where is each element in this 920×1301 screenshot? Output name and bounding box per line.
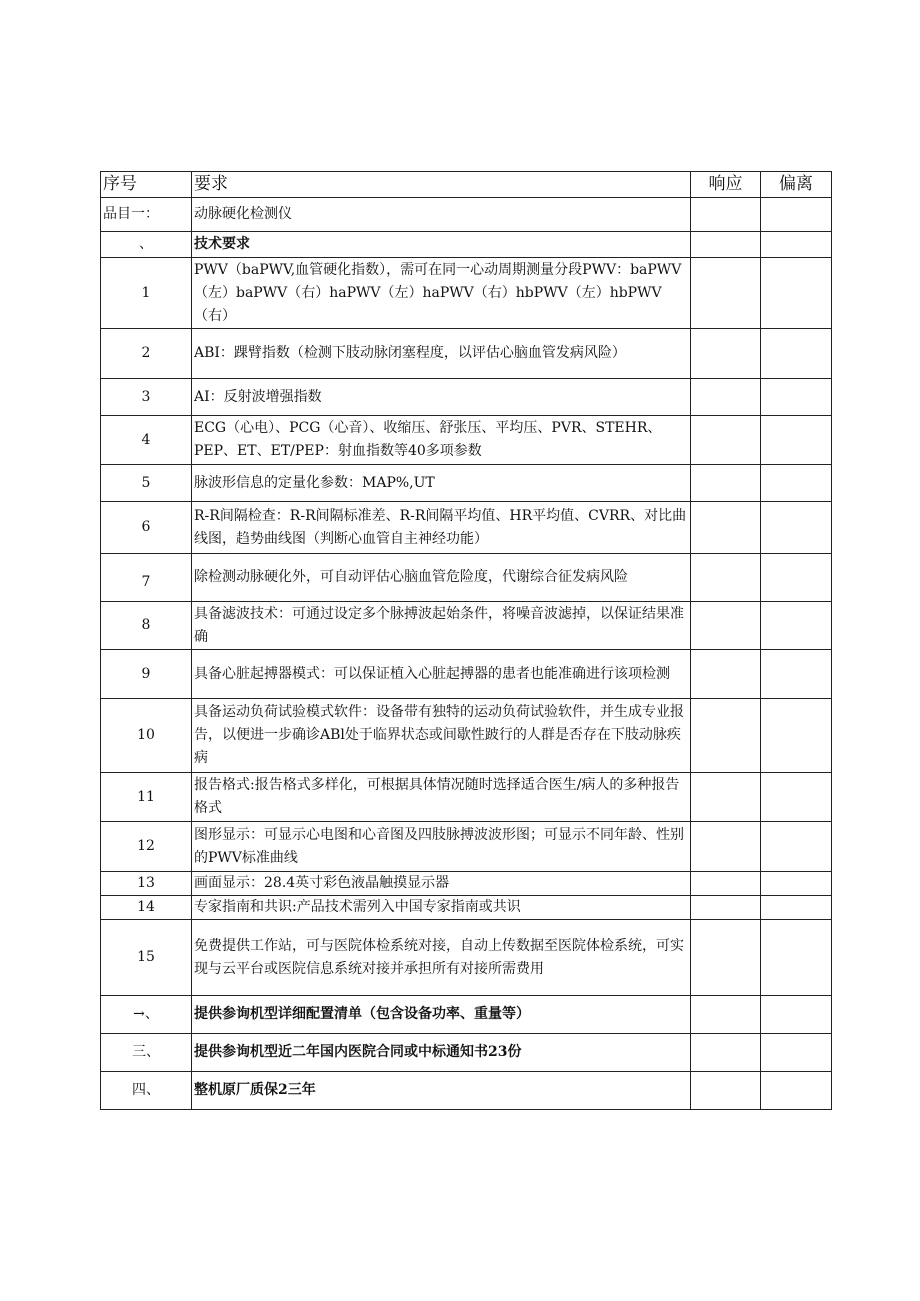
resp-cell — [691, 232, 761, 258]
dev-cell — [761, 920, 832, 996]
dev-cell — [761, 329, 832, 379]
table-row — [101, 465, 832, 502]
spec-table — [100, 171, 832, 1110]
resp-cell — [691, 699, 761, 773]
section1-title: 技术要求 — [192, 232, 691, 258]
item-no: 9 — [101, 650, 192, 699]
section-no: 四、 — [101, 1072, 192, 1110]
resp-cell — [691, 650, 761, 699]
table-row — [101, 650, 832, 699]
table-row — [101, 822, 832, 872]
item-text: 除检测动脉硬化外，可自动评估心脑血管危险度，代谢综合征发病风险 — [192, 554, 691, 602]
table-row — [101, 1034, 832, 1072]
header-req: 要求 — [192, 172, 691, 198]
item-no: 1 — [101, 258, 192, 329]
resp-cell — [691, 258, 761, 329]
item-text: 报告格式:报告格式多样化，可根据具体情况随时选择适合医生/病人的多种报告格式 — [192, 773, 691, 822]
resp-cell — [691, 773, 761, 822]
item-text: 图形显示：可显示心电图和心音图及四肢脉搏波波形图；可显示不同年龄、性别的PWV标准曲线 — [192, 822, 691, 872]
section-no: 三、 — [101, 1034, 192, 1072]
section1-no: 、 — [101, 232, 192, 258]
resp-cell — [691, 465, 761, 502]
item-no: 3 — [101, 379, 192, 416]
resp-cell — [691, 920, 761, 996]
product-row — [101, 198, 832, 232]
table-row — [101, 896, 832, 920]
item-text: ABI：踝臂指数（检测下肢动脉闭塞程度，以评估心脑血管发病风险） — [192, 329, 691, 379]
resp-cell — [691, 602, 761, 650]
item-text: ECG（心电）、PCG（心音）、收缩压、舒张压、平均压、PVR、STEHR、PEP、ET、ET/PEP：射血指数等40多项参数 — [192, 416, 691, 465]
header-no: 序号 — [101, 172, 192, 198]
table-row — [101, 554, 832, 602]
table-row — [101, 872, 832, 896]
section-text: 整机原厂质保2三年 — [192, 1072, 691, 1110]
dev-cell — [761, 822, 832, 872]
dev-cell — [761, 896, 832, 920]
product-name: 动脉硬化检测仪 — [192, 198, 691, 232]
item-text: 免费提供工作站，可与医院体检系统对接，自动上传数据至医院体检系统，可实现与云平台或医院信息系统对接并承担所有对接所需费用 — [192, 920, 691, 996]
item-text: AI：反射波增强指数 — [192, 379, 691, 416]
section-text: 提供参询机型近二年国内医院合同或中标通知书23份 — [192, 1034, 691, 1072]
dev-cell — [761, 1034, 832, 1072]
section1-row — [101, 232, 832, 258]
table-row — [101, 379, 832, 416]
item-no: 14 — [101, 896, 192, 920]
table-row — [101, 258, 832, 329]
dev-cell — [761, 258, 832, 329]
dev-cell — [761, 699, 832, 773]
item-no: 2 — [101, 329, 192, 379]
item-no: 15 — [101, 920, 192, 996]
table-row — [101, 416, 832, 465]
table-row — [101, 502, 832, 554]
resp-cell — [691, 554, 761, 602]
table-row — [101, 773, 832, 822]
resp-cell — [691, 896, 761, 920]
resp-cell — [691, 416, 761, 465]
item-no: 8 — [101, 602, 192, 650]
dev-cell — [761, 232, 832, 258]
item-text: 脉波形信息的定量化参数：MAP%,UT — [192, 465, 691, 502]
resp-cell — [691, 329, 761, 379]
item-no: 12 — [101, 822, 192, 872]
resp-cell — [691, 1034, 761, 1072]
dev-cell — [761, 650, 832, 699]
item-text: 具备运动负荷试验模式软件：设备带有独特的运动负荷试验软件，并生成专业报告，以便进一步确诊ABl处于临界状态或间歇性跛行的人群是否存在下肢动脉疾病 — [192, 699, 691, 773]
item-no: 7 — [101, 554, 192, 602]
section-no: →、 — [101, 996, 192, 1034]
dev-cell — [761, 416, 832, 465]
table-row — [101, 1072, 832, 1110]
header-dev: 偏离 — [761, 172, 832, 198]
table-row — [101, 920, 832, 996]
dev-cell — [761, 554, 832, 602]
item-text: R-R间隔检查：R-R间隔标准差、R-R间隔平均值、HR平均值、CVRR、对比曲线图，趋势曲线图（判断心血管自主神经功能） — [192, 502, 691, 554]
dev-cell — [761, 198, 832, 232]
product-no: 品目一： — [101, 198, 192, 232]
item-no: 4 — [101, 416, 192, 465]
dev-cell — [761, 502, 832, 554]
dev-cell — [761, 872, 832, 896]
dev-cell — [761, 465, 832, 502]
dev-cell — [761, 379, 832, 416]
dev-cell — [761, 1072, 832, 1110]
table-row — [101, 602, 832, 650]
item-text: 专家指南和共识:产品技术需列入中国专家指南或共识 — [192, 896, 691, 920]
header-resp: 响应 — [691, 172, 761, 198]
item-no: 10 — [101, 699, 192, 773]
item-text: 具备心脏起搏器模式：可以保证植入心脏起搏器的患者也能准确进行该项检测 — [192, 650, 691, 699]
resp-cell — [691, 822, 761, 872]
table-row — [101, 329, 832, 379]
resp-cell — [691, 1072, 761, 1110]
item-text: 具备滤波技术：可通过设定多个脉搏波起始条件，将噪音波滤掉，以保证结果准确 — [192, 602, 691, 650]
dev-cell — [761, 773, 832, 822]
resp-cell — [691, 502, 761, 554]
resp-cell — [691, 996, 761, 1034]
item-text: PWV（baPWV,血管硬化指数），需可在同一心动周期测量分段PWV：baPWV（左）baPWV（右）haPWV（左）haPWV（右）hbPWV（左）hbPWV（右） — [192, 258, 691, 329]
item-text: 画面显示：28.4英寸彩色液晶触摸显示器 — [192, 872, 691, 896]
item-no: 11 — [101, 773, 192, 822]
table-row — [101, 996, 832, 1034]
dev-cell — [761, 602, 832, 650]
resp-cell — [691, 379, 761, 416]
resp-cell — [691, 872, 761, 896]
item-no: 5 — [101, 465, 192, 502]
resp-cell — [691, 198, 761, 232]
header-row — [101, 172, 832, 198]
item-no: 13 — [101, 872, 192, 896]
item-no: 6 — [101, 502, 192, 554]
dev-cell — [761, 996, 832, 1034]
table-row — [101, 699, 832, 773]
section-text: 提供参询机型详细配置清单（包含设备功率、重量等） — [192, 996, 691, 1034]
